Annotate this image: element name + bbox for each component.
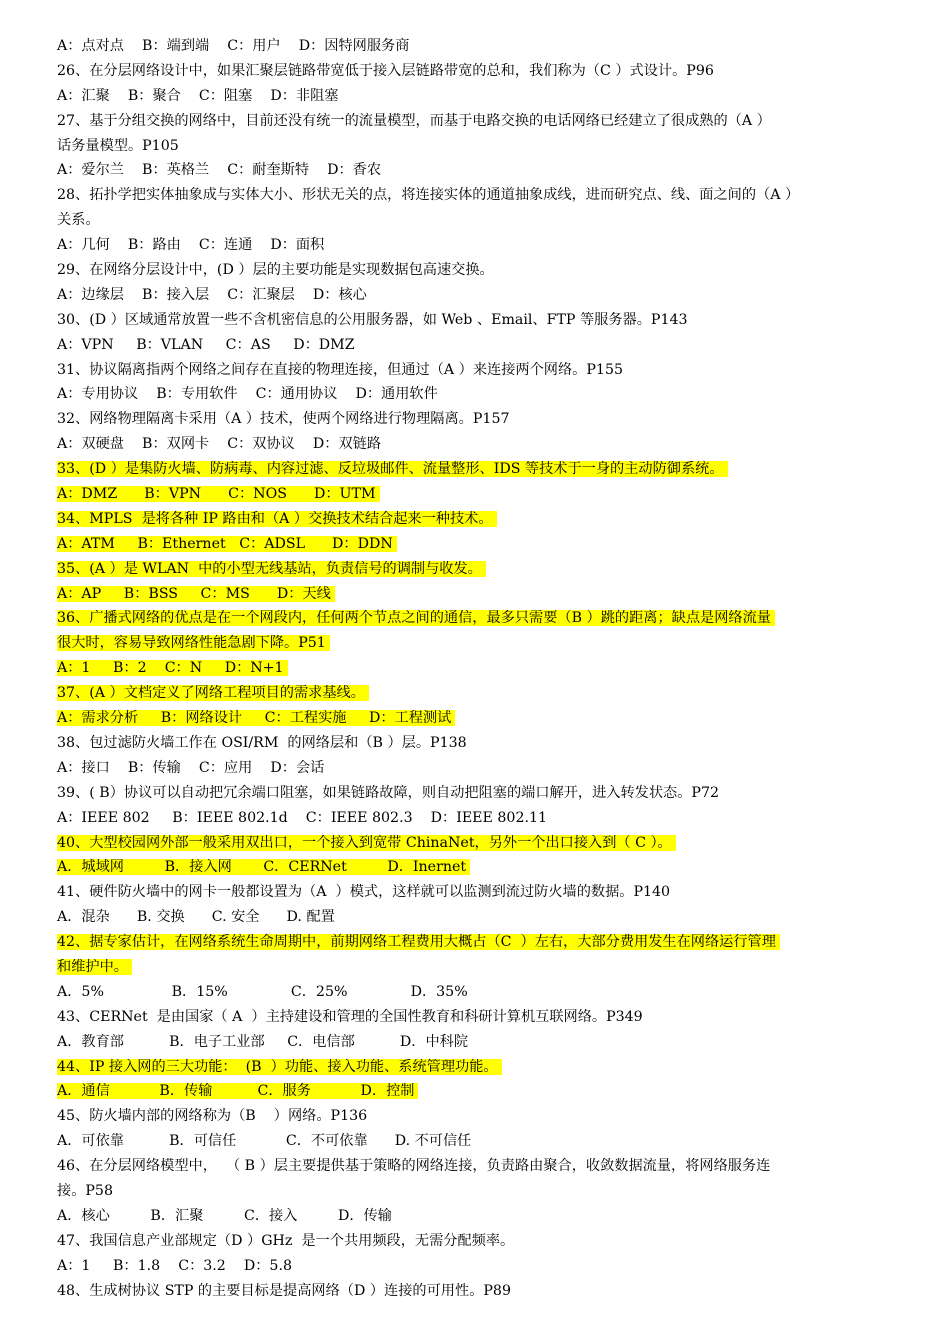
text-line	[57, 706, 909, 731]
text-line	[57, 333, 909, 358]
text-line	[57, 781, 909, 806]
line-text: 43、CERNet 是由国家（ A ）主持建设和管理的全国性教育和科研计算机互联网络。P349	[57, 1008, 643, 1025]
line-text: 30、(D ）区域通常放置一些不含机密信息的公用服务器，如 Web 、Email、FTP 等服务器。P143	[57, 311, 688, 328]
text-line	[57, 955, 909, 980]
highlighted-text: A．城域网 B．接入网 C．CERNet D．Inernet	[57, 859, 470, 875]
line-text: A．核心 B．汇聚 C．接入 D．传输	[57, 1207, 392, 1224]
line-text: A：1 B：1.8 C：3.2 D：5.8	[57, 1257, 292, 1274]
text-line	[57, 1079, 909, 1104]
line-text: 46、在分层网络模型中， （ B ）层主要提供基于策略的网络连接，负责路由聚合，收敛数据流量，将网络服务连	[57, 1158, 771, 1175]
text-line	[57, 656, 909, 681]
text-line	[57, 358, 909, 383]
line-text: A：VPN B：VLAN C：AS D：DMZ	[57, 336, 355, 353]
text-line	[57, 606, 909, 631]
line-text: 28、拓扑学把实体抽象成与实体大小、形状无关的点，将连接实体的通道抽象成线，进而研究点、线、面之间的（A ）	[57, 187, 800, 204]
line-text: A．混杂 B. 交换 C. 安全 D. 配置	[57, 909, 335, 926]
text-line	[57, 258, 909, 283]
line-text: A．教育部 B．电子工业部 C．电信部 D．中科院	[57, 1033, 469, 1050]
highlighted-text: 35、(A ）是 WLAN 中的小型无线基站，负责信号的调制与收发。	[57, 561, 486, 577]
highlighted-text: 36、广播式网络的优点是在一个网段内，任何两个节点之间的通信，最多只需要（B ）跳的距离；缺点是网络流量	[57, 610, 775, 626]
text-line	[57, 134, 909, 159]
line-text: 26、在分层网络设计中，如果汇聚层链路带宽低于接入层链路带宽的总和，我们称为（C ）式设计。P96	[57, 62, 714, 79]
text-line	[57, 308, 909, 333]
text-line	[57, 507, 909, 532]
highlighted-text: 42、据专家估计，在网络系统生命周期中，前期网络工程费用大概占（C ）左右，大部分费用发生在网络运行管理	[57, 934, 780, 950]
line-text: 关系。	[57, 212, 100, 229]
line-text: A．5% B．15% C．25% D．35%	[57, 983, 468, 1000]
highlighted-text: A．通信 B．传输 C．服务 D．控制	[57, 1083, 418, 1099]
highlighted-text: 34、MPLS 是将各种 IP 路由和（A ）交换技术结合起来一种技术。	[57, 511, 497, 527]
line-text: 41、硬件防火墙中的网卡一般都设置为（A ）模式，这样就可以监测到流过防火墙的数据。P140	[57, 884, 671, 901]
text-line	[57, 1204, 909, 1229]
line-text: 48、生成树协议 STP 的主要目标是提高网络（D ）连接的可用性。P89	[57, 1282, 511, 1299]
text-line	[57, 806, 909, 831]
text-line	[57, 681, 909, 706]
highlighted-text: A：1 B：2 C：N D：N+1	[57, 660, 288, 676]
highlighted-text: 很大时，容易导致网络性能急剧下降。P51	[57, 635, 330, 651]
line-text: A．可依靠 B．可信任 C．不可依靠 D. 不可信任	[57, 1133, 472, 1150]
text-line	[57, 158, 909, 183]
text-line	[57, 34, 909, 59]
highlighted-text: 33、(D ）是集防火墙、防病毒、内容过滤、反垃圾邮件、流量整形、IDS 等技术于一身的主动防御系统。	[57, 461, 728, 477]
line-text: 27、基于分组交换的网络中，目前还没有统一的流量模型，而基于电路交换的电话网络已经建立了很成熟的（A ）	[57, 112, 771, 129]
line-text: 45、防火墙内部的网络称为（B ）网络。P136	[57, 1108, 368, 1125]
document-page	[57, 34, 909, 1303]
line-text: 38、包过滤防火墙工作在 OSI/RM 的网络层和（B ）层。P138	[57, 734, 467, 751]
text-line	[57, 1104, 909, 1129]
highlighted-text: 40、大型校园网外部一般采用双出口，一个接入到宽带 ChinaNet，另外一个出口接入到（ C ）。	[57, 835, 676, 851]
text-line	[57, 557, 909, 582]
text-line	[57, 980, 909, 1005]
text-line	[57, 208, 909, 233]
line-text: A：几何 B：路由 C：连通 D：面积	[57, 237, 325, 254]
highlighted-text: 44、IP 接入网的三大功能： (B ）功能、接入功能、系统管理功能。	[57, 1059, 502, 1075]
text-line	[57, 756, 909, 781]
line-text: A：双硬盘 B：双网卡 C：双协议 D：双链路	[57, 436, 382, 453]
text-line	[57, 1254, 909, 1279]
highlighted-text: 37、(A ）文档定义了网络工程项目的需求基线。	[57, 685, 369, 701]
text-line	[57, 1229, 909, 1254]
text-line	[57, 582, 909, 607]
text-line	[57, 631, 909, 656]
line-text: 话务量模型。P105	[57, 137, 179, 154]
line-text: A：专用协议 B：专用软件 C：通用协议 D：通用软件	[57, 386, 438, 403]
highlighted-text: A：DMZ B：VPN C：NOS D：UTM	[57, 486, 380, 502]
line-text: A：IEEE 802 B：IEEE 802.1d C：IEEE 802.3 D：IEEE 802.11	[57, 809, 548, 826]
line-text: A：边缘层 B：接入层 C：汇聚层 D：核心	[57, 286, 367, 303]
text-line	[57, 109, 909, 134]
text-line	[57, 283, 909, 308]
highlighted-text: A：ATM B：Ethernet C：ADSL D：DDN	[57, 536, 397, 552]
text-line	[57, 1179, 909, 1204]
text-line	[57, 382, 909, 407]
text-line	[57, 831, 909, 856]
text-line	[57, 233, 909, 258]
text-line	[57, 1279, 909, 1304]
text-line	[57, 1055, 909, 1080]
line-text: 接。P58	[57, 1182, 113, 1199]
text-line	[57, 183, 909, 208]
line-text: 31、协议隔离指两个网络之间存在直接的物理连接，但通过（A ）来连接两个网络。P155	[57, 361, 623, 378]
highlighted-text: A：AP B：BSS C：MS D：天线	[57, 586, 335, 602]
highlighted-text: A：需求分析 B：网络设计 C：工程实施 D：工程测试	[57, 710, 455, 726]
text-line	[57, 1154, 909, 1179]
line-text: 47、我国信息产业部规定（D ）GHz 是一个共用频段，无需分配频率。	[57, 1232, 515, 1249]
text-line	[57, 482, 909, 507]
line-text: 29、在网络分层设计中，(D ）层的主要功能是实现数据包高速交换。	[57, 262, 494, 279]
line-text: A：接口 B：传输 C：应用 D：会话	[57, 759, 325, 776]
text-line	[57, 1030, 909, 1055]
text-line	[57, 880, 909, 905]
text-line	[57, 532, 909, 557]
line-text: 32、网络物理隔离卡采用（A ）技术，使两个网络进行物理隔离。P157	[57, 411, 510, 428]
text-line	[57, 407, 909, 432]
text-line	[57, 930, 909, 955]
line-text: A：爱尔兰 B：英格兰 C：耐奎斯特 D：香农	[57, 162, 382, 179]
line-text: A：汇聚 B：聚合 C：阻塞 D：非阻塞	[57, 87, 339, 104]
text-line	[57, 457, 909, 482]
text-line	[57, 59, 909, 84]
text-line	[57, 855, 909, 880]
text-line	[57, 432, 909, 457]
text-line	[57, 84, 909, 109]
text-line	[57, 731, 909, 756]
highlighted-text: 和维护中。	[57, 959, 132, 975]
line-text: 39、( B）协议可以自动把冗余端口阻塞，如果链路故障，则自动把阻塞的端口解开，进入转发状态。P72	[57, 784, 720, 801]
text-line	[57, 905, 909, 930]
line-text: A：点对点 B：端到端 C：用户 D：因特网服务商	[57, 38, 410, 54]
text-line	[57, 1129, 909, 1154]
text-line	[57, 1005, 909, 1030]
